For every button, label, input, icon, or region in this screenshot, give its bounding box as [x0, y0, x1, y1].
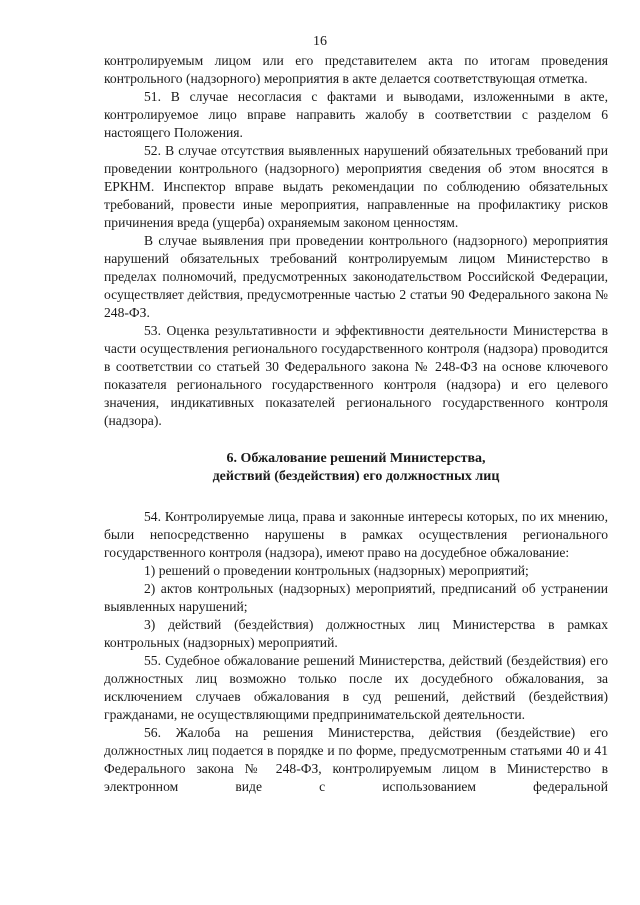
paragraph: 55. Судебное обжалование решений Министерства, действий (бездействия) его должностных лиц возможно только после их досудебного обжалования, за исключением случаев обжалования в суд решений, действий (бездействия) гражданами, не осуществляющими предпринимательской деятельности. — [104, 653, 608, 722]
paragraph: 52. В случае отсутствия выявленных нарушений обязательных требований при проведении контрольного (надзорного) мероприятия сведения об этом вносятся в ЕРКНМ. Инспектор вправе выдать рекомендации по соблюдению обязательных требований, провести иные мероприятия, направленные на профилактику рисков причинения вреда (ущерба) охраняемым законом ценностям. — [104, 143, 608, 230]
paragraph: 2) актов контрольных (надзорных) мероприятий, предписаний об устранении выявленных нарушений; — [104, 581, 608, 614]
paragraph: В случае выявления при проведении контрольного (надзорного) мероприятия нарушений обязательных требований контролируемым лицом Министерство в пределах полномочий, предусмотренных законодательством Российской Федерации, осуществляет действия, предусмотренные частью 2 статьи 90 Федерального закона № 248-ФЗ. — [104, 233, 608, 320]
paragraph: контролируемым лицом или его представителем акта по итогам проведения контрольного (надзорного) мероприятия в акте делается соответствующая отметка. — [104, 53, 608, 86]
paragraph: 53. Оценка результативности и эффективности деятельности Министерства в части осуществления регионального государственного контроля (надзора) проводится в соответствии со статьей 30 Федерального закона № 248-ФЗ на основе ключевого показателя регионального государственного контроля (надзора) и его целевого значения, индикативных показателей регионального государственного контроля (надзора). — [104, 323, 608, 428]
section-heading-line-2: действий (бездействия) его должностных лиц — [212, 469, 500, 484]
paragraph: 1) решений о проведении контрольных (надзорных) мероприятий; — [144, 563, 529, 578]
page-number: 16 — [313, 34, 327, 49]
section-heading-line-1: 6. Обжалование решений Министерства, — [226, 451, 486, 466]
paragraph: 3) действий (бездействия) должностных лиц Министерства в рамках контрольных (надзорных) мероприятий. — [104, 617, 608, 650]
paragraph: 51. В случае несогласия с фактами и выводами, изложенными в акте, контролируемое лицо вправе направить жалобу в соответствии с разделом 6 настоящего Положения. — [104, 89, 608, 140]
paragraphs-after-heading — [104, 508, 608, 796]
paragraph: 54. Контролируемые лица, права и законные интересы которых, по их мнению, были непосредственно нарушены в рамках осуществления регионального государственного контроля (надзора), имеют право на досудебное обжалование: — [104, 509, 608, 560]
section-heading — [104, 450, 608, 486]
paragraphs-before-heading — [104, 52, 608, 430]
paragraph: 56. Жалоба на решения Министерства, действия (бездействие) его должностных лиц подается в порядке и по форме, предусмотренным статьями 40 и 41 Федерального закона № 248-ФЗ, контролируемым лицом в Министерство в электронном виде с использованием федеральной — [104, 725, 608, 794]
document-body — [104, 52, 608, 796]
